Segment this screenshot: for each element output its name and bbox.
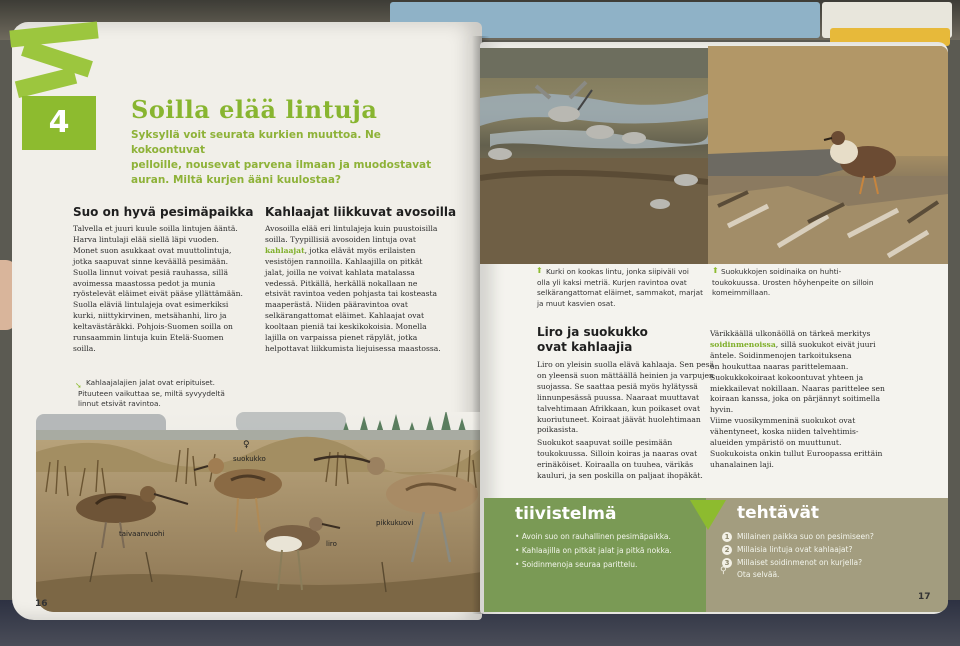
summary-item-3-text: Soidinmenoja seuraa parittelu. — [521, 560, 638, 569]
illustration-caption: Kahlaajalajien jalat ovat eripituiset. Pituuteen vaikuttaa se, miltä syvyydeltä linnut etsivät ravintoa. — [78, 378, 225, 409]
section2-heading: Kahlaajat liikkuvat avosoilla — [265, 205, 457, 219]
task-3: Millaiset soidinmenot on kurjella? — [737, 558, 863, 567]
soidin-body — [710, 329, 910, 416]
label-liro: liro — [326, 540, 337, 548]
ruff-caption: Suokukkojen soidinaika on huhti- toukokuussa. Urosten höyhenpeite on silloin komeimmillaan. — [712, 267, 874, 298]
summary-item-2-text: Kahlaajilla on pitkät jalat ja pitkä nokka. — [521, 546, 672, 555]
magnifier-icon: ⚲ — [720, 566, 727, 576]
summary-item-1: • Avoin suo on rauhallinen pesimäpaikka. — [515, 532, 671, 541]
task-number-3: 3 — [722, 558, 732, 568]
decline-body: Viime vuosikymmeninä suokukot ovat vähentyneet, koska niiden talvehtimis- alueiden ympäristö on muuttunut. Suokukoista onkin tullut Euroopassa erittäin uhanalainen laji. — [710, 416, 883, 469]
tasks-title: tehtävät — [737, 503, 820, 523]
task-number-2: 2 — [722, 545, 732, 555]
suokukko-body: Suokukot saapuvat soille pesimään toukokuussa. Silloin koiras ja naaras ovat erinäköiset. Koiraalla on tuuhea, värikäs kauluri, ja sen poskilla on paljaat ihopäkät. — [537, 438, 703, 480]
kahlaajat-term: kahlaajat — [265, 245, 305, 255]
chevron-decoration — [690, 500, 726, 530]
page-number-right: 17 — [918, 592, 931, 602]
arrow-up-icon-1: ⬆ — [536, 266, 543, 275]
label-taivaanvuohi: taivaanvuohi — [119, 530, 165, 538]
section1-body: Talvella et juuri kuule soilla lintujen ääntä. Harva lintulaji elää siellä läpi vuoden. Monet suon asukkaat ovat muuttolintuja, jotka saapuvat sinne keväällä pesimään. Suolla linnut voivat pesiä rauhassa, sillä avoimessa maastossa pedot ja munia ryöstelevät eläimet eivät pääse yllättämään. Suolla eläviä lintulajeja ovat esimerkiksi kurki, niittykirvinen, metsähanhi, liro ja keltavästäräkki. Pohjois-Suomen soilla on runsaammin lintuja kuin Etelä-Suomen soilla. — [73, 224, 243, 353]
task-number-1: 1 — [722, 532, 732, 542]
task-1: Millainen paikka suo on pesimiseen? — [737, 532, 874, 541]
label-suokukko: suokukko — [233, 455, 266, 463]
task-2: Millaisia lintuja ovat kahlaajat? — [737, 545, 853, 554]
summary-title: tiivistelmä — [515, 504, 617, 524]
arrow-icon: ➘ — [75, 381, 82, 390]
section2-body — [265, 224, 470, 355]
section1-heading: Suo on hyvä pesimäpaikka — [73, 205, 254, 219]
female-symbol: ♀ — [243, 440, 250, 450]
page-number-left: 16 — [35, 599, 48, 609]
intro-text: Syksyllä voit seurata kurkien muuttoa. Ne kokoontuvat pelloille, nousevat parvena ilmaan ja muodostavat auran. Miltä kurjen ääni kuulostaa? — [131, 129, 432, 186]
liro-body: Liro on yleisin suolla elävä kahlaaja. Sen pesä on yleensä suon mättäällä heinien ja varpujen suojassa. Se saattaa pesiä myös hylätyssä linnunpesässä puussa. Naaraat muuttavat talvehtimaan Afrikkaan, kun poikaset ovat kuoriutuneet. Koiraat jäävät huolehtimaan poikasista. — [537, 360, 715, 435]
soidin-body-start: Värikkäällä ulkonäöllä on tärkeä merkitys — [710, 329, 871, 338]
crane-caption: Kurki on kookas lintu, jonka siipiväli voi olla yli kaksi metriä. Kurjen ravintoa ovat selkärangattomat eläimet, sammakot, marjat ja muut kasvien osat. — [537, 267, 703, 308]
summary-item-2: • Kahlaajilla on pitkät jalat ja pitkä nokka. — [515, 546, 672, 555]
crane-photo — [480, 48, 708, 264]
waders-illustration — [36, 412, 482, 612]
section2-body-end: , jotka elävät myös erilaisten vesistöjen rannoilla. Kahlaajilla on pitkät jalat, joilla ne voivat kahlata matalassa vedessä. Pitkällä, herkällä nokallaan ne etsivät ravintoa veden pohjasta tai kosteasta maaperästä. Niiden pääravintoa ovat selkärangattomat eläimet. Kahlaajat ovat kooltaan pieniä tai keskikokoisia. Monella lajilla on varpaissa pienet räpylät, jotka helpottavat liikkumista liejuisessa maastossa. — [265, 245, 441, 353]
page-title: Soilla elää lintuja — [131, 95, 378, 124]
ruff-photo — [708, 46, 948, 264]
summary-item-1-text: Avoin suo on rauhallinen pesimäpaikka. — [521, 532, 671, 541]
task-extra: Ota selvää. — [737, 570, 780, 579]
label-pikkukuovi: pikkukuovi — [376, 519, 414, 527]
soidinmenoissa-term: soidinmenoissa — [710, 339, 776, 349]
summary-item-3: • Soidinmenoja seuraa parittelu. — [515, 560, 638, 569]
soidin-body-end: , sillä suokukot eivät juuri äntele. Soidinmenojen tarkoituksena on houkuttaa naaras parittelemaan. Suokukkokoiraat kokoontuvat yhteen ja miekkailevat nokillaan. Naaras parittelee sen koiraan kanssa, joka on pärjännyt soitimella hyvin. — [710, 339, 885, 415]
liro-suokukko-heading: Liro ja suokukko ovat kahlaajia — [537, 325, 648, 354]
section2-body-start: Avosoilla elää eri lintulajeja kuin puustoisilla soilla. Tyypillisiä avosoiden lintuja ovat — [265, 224, 438, 244]
arrow-up-icon-2: ⬆ — [712, 266, 719, 275]
chapter-number: 4 — [48, 105, 70, 140]
